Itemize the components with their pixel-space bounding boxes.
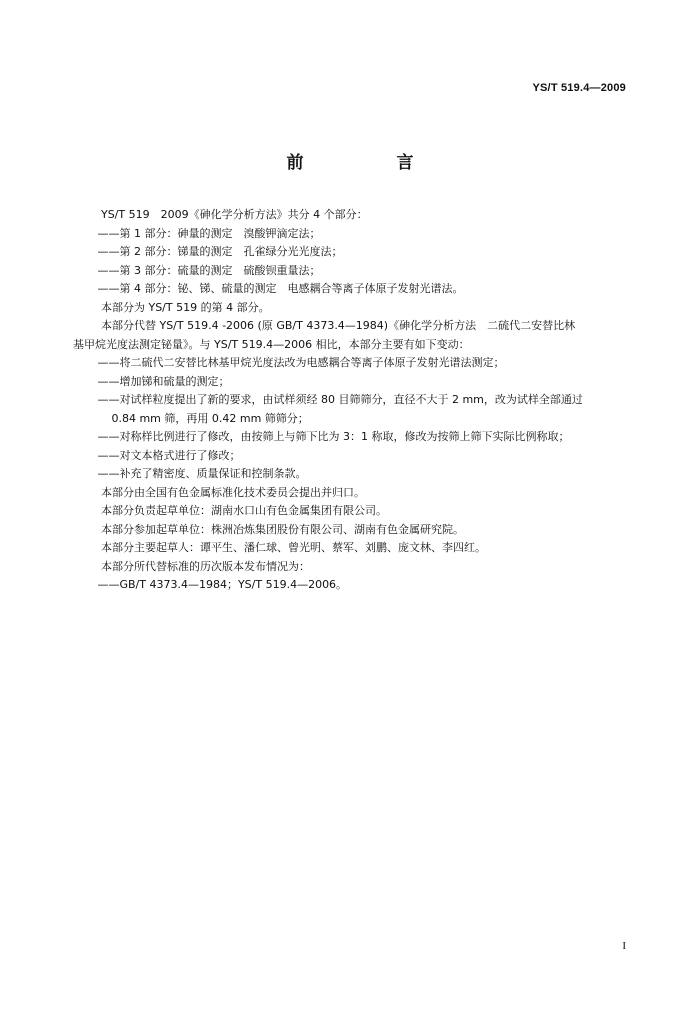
text-line: 本部分由全国有色金属标准化技术委员会提出并归口。 (73, 485, 365, 499)
text-line: 本部分所代替标准的历次版本发布情况为： (73, 559, 310, 573)
page-number: I (622, 940, 626, 952)
text-line: 本部分为 YS/T 519 的第 4 部分。 (73, 300, 270, 314)
text-line: YS/T 519 2009《砷化学分析方法》共分 4 个部分： (73, 208, 368, 221)
text-line: ——增加锑和硫量的测定； (73, 374, 230, 388)
text-line: 本部分主要起草人：谭平生、潘仁球、曾光明、蔡军、刘鹏、庞文林、李四红。 (73, 541, 486, 554)
text-line: ——将二硫代二安替比林基甲烷光度法改为电感耦合等离子体原子发射光谱法测定； (73, 356, 505, 369)
text-line: ——对文本格式进行了修改； (73, 448, 241, 462)
foreword-body (73, 206, 633, 595)
text-line: ——第 2 部分：锑量的测定 孔雀绿分光光度法； (73, 245, 343, 258)
text-line: ——第 1 部分：砷量的测定 溴酸钾滴定法； (73, 226, 321, 240)
text-line: 本部分代替 YS/T 519.4 -2006 (原 GB/T 4373.4—1984)《砷化学分析方法 二硫代二安替比林 (73, 319, 576, 332)
text-line: ——对称样比例进行了修改，由按筛上与筛下比为 3：1 称取，修改为按筛上筛下实际比例称取； (73, 430, 570, 443)
standard-code: YS/T 519.4—2009 (532, 82, 626, 94)
text-line: 0.84 mm 筛，再用 0.42 mm 筛筛分； (73, 411, 309, 425)
text-line: 本部分参加起草单位：株洲冶炼集团股份有限公司、湖南有色金属研究院。 (73, 522, 464, 536)
text-line: ——第 3 部分：硫量的测定 硫酸钡重量法； (73, 263, 321, 277)
page-title: 前 言 (286, 153, 452, 173)
text-line: ——对试样粒度提出了新的要求，由试样须经 80 目筛筛分，直径不大于 2 mm，改为试样全部通过 (73, 393, 583, 406)
text-line: ——GB/T 4373.4—1984；YS/T 519.4—2006。 (73, 578, 348, 591)
text-line: ——补充了精密度、质量保证和控制条款。 (73, 467, 307, 480)
text-line: 基甲烷光度法测定铋量》。与 YS/T 519.4—2006 相比，本部分主要有如下变动： (73, 337, 470, 351)
text-line: ——第 4 部分：铋、锑、硫量的测定 电感耦合等离子体原子发射光谱法。 (73, 282, 464, 295)
text-line: 本部分负责起草单位：湖南水口山有色金属集团有限公司。 (73, 504, 387, 517)
